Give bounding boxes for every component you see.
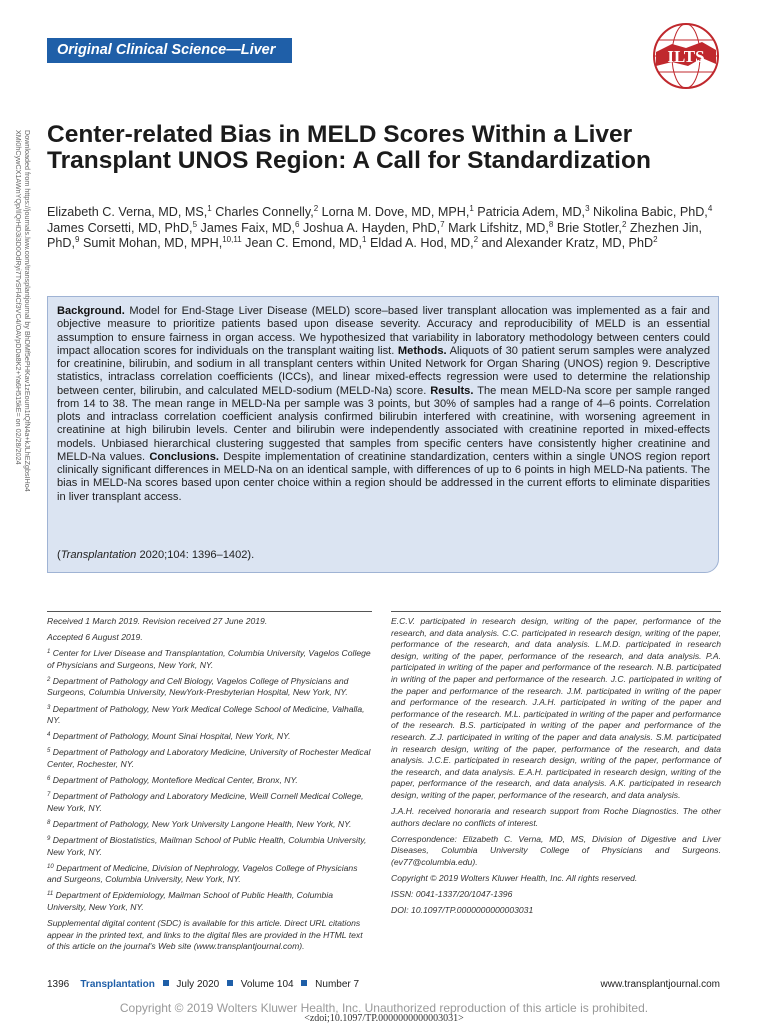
separator-square xyxy=(163,980,169,986)
background-text: Model for End-Stage Liver Disease (MELD) score–based liver transplant allocation was implemented as a fair and objective measure to prioritize patients based upon disease severity. Accuracy and reproducibility of MELD is an essential assumption to ensure fairness in organ access. We hypothesized that variability in laboratory methodology between centers could impact allocation scores for individuals on the transplant waiting list. xyxy=(57,305,710,357)
section-label: Original Clinical Science—Liver xyxy=(47,38,292,63)
methods-text: Aliquots of 30 patient serum samples were analyzed for creatinine, bilirubin, and sodium in all transplant centers within United Network for Organ Sharing (UNOS) region 9. Descriptive statistics, intraclass correlation coefficients (ICCs), and linear mixed-effects regression were used to determine the relationship between center, bilirubin, and calculated MELD-sodium (MELD-Na) score. xyxy=(57,344,710,397)
author-contributions: E.C.V. participated in research design, writing of the paper, performance of the research, and data analysis. C.C. participated in research design, writing of the paper, performance of the research, and data analysis. L.M.D. participated in research design, writing of the paper, performance of the research, and data analysis. P.A. participated in writing of the paper and performance of the research. N.B. participated in writing of the paper and performance of the research. J.C. participated in writing of the paper and performance of the research. J.M. participated in writing of the paper and performance of the research. J.A.H. participated in writing of the paper and performance of the research. M.L. participated in writing of the paper and performance of the research. B.S. participated in writing of the paper and performance of the research. Z.J. participated in writing of the paper and data analysis. S.M. participated in research design, writing of the paper, performance of the research, and data analysis. J.C.E. participated in research design, writing of the paper, performance of the research, and data analysis. E.A.H. participated in research design, writing of the paper, performance of the research, and data analysis. A.K. participated in research design, writing of the paper, performance of the research, and data analysis. xyxy=(391,616,721,800)
abstract-text xyxy=(57,305,710,504)
affiliation: $^2$ Department of Pathology and Cell Biology, Vagelos College of Physicians and Surgeons, Columbia University, NewYork-Presbyterian Hospital, New York, NY. xyxy=(47,675,349,698)
author: Joshua A. Hayden, PhD,$^7$ xyxy=(302,219,445,235)
page-number: 1396 xyxy=(47,979,70,990)
footnotes-left xyxy=(47,616,372,957)
affiliation: $^3$ Department of Pathology, New York Medical College School of Medicine, Valhalla, NY. xyxy=(47,703,365,726)
journal-name: Transplantation xyxy=(80,979,155,990)
received-dates: Received 1 March 2019. Revision received 27 June 2019. xyxy=(47,616,268,626)
ilts-logo xyxy=(652,22,720,90)
issn: ISSN: 0041-1337/20/1047-1396 xyxy=(391,889,513,900)
author: Brie Stotler,$^2$ xyxy=(556,219,627,235)
sdc-note: Supplemental digital content (SDC) is available for this article. Direct URL citations appear in the printed text, and links to the digital files are provided in the HTML text of this article on the journal's Web site (www.transplantjournal.com). xyxy=(47,917,363,952)
affiliation: $^8$ Department of Pathology, New York University Langone Health, New York, NY. xyxy=(47,818,352,829)
author: and Alexander Kratz, MD, PhD$^2$ xyxy=(481,235,658,250)
author: Patricia Adem, MD,$^3$ xyxy=(477,204,590,219)
issue-number: Number 7 xyxy=(315,979,360,990)
footnotes-right xyxy=(391,616,721,921)
doi-stamp: <zdoi;10.1097/TP.0000000000003031> xyxy=(304,1013,464,1024)
accepted-date: Accepted 6 August 2019. xyxy=(47,632,143,643)
author: Eldad A. Hod, MD,$^2$ xyxy=(370,235,479,250)
author: Zhezhen Jin, PhD,$^9$ xyxy=(47,220,702,250)
article-title: Center-related Bias in MELD Scores Within a Liver Transplant UNOS Region: A Call for Standardization xyxy=(47,121,651,174)
disclosure: J.A.H. received honoraria and research support from Roche Diagnostics. The other authors declare no conflicts of interest. xyxy=(391,806,721,828)
logo-text: ILTS xyxy=(667,47,705,66)
journal-website[interactable]: www.transplantjournal.com xyxy=(600,979,720,990)
author: Charles Connelly,$^2$ xyxy=(215,204,319,219)
affiliation: $^4$ Department of Pathology, Mount Sinai Hospital, New York, NY. xyxy=(47,731,291,742)
affiliation: $^9$ Department of Biostatistics, Mailman School of Public Health, Columbia University, New York, NY. xyxy=(47,834,367,857)
issue-date: July 2020 xyxy=(176,979,220,990)
abstract-citation: (Transplantation 2020;104: 1396–1402). xyxy=(57,549,255,561)
doi: DOI: 10.1097/TP.0000000000003031 xyxy=(391,905,534,916)
author: James Faix, MD,$^6$ xyxy=(200,219,300,235)
volume: Volume 104 xyxy=(240,979,294,990)
conclusions-label: Conclusions. xyxy=(149,450,219,463)
results-label: Results. xyxy=(430,384,474,397)
correspondence: Correspondence: Elizabeth C. Verna, MD, MS, Division of Digestive and Liver Diseases, Columbia University College of Physicians and Surgeons. (ev77@columbia.edu). xyxy=(391,833,721,867)
author: James Corsetti, MD, PhD,$^5$ xyxy=(47,219,198,235)
author: Lorna M. Dove, MD, MPH,$^1$ xyxy=(321,204,474,219)
left-footnote-rule xyxy=(47,611,372,612)
affiliation: $^1$ Center for Liver Disease and Transplantation, Columbia University, Vagelos College of Physicians and Surgeons, New York, NY. xyxy=(47,648,371,670)
author: Mark Lifshitz, MD,$^8$ xyxy=(448,219,554,235)
conclusions-text: Despite implementation of creatinine standardization, centers within a single UNOS region report clinically significant differences in MELD-Na on an identical sample, with differences of up to 6 points in high MELD-Na patients. The bias in MELD-Na scores based upon center choice within a region should be addressed in the current efforts to eliminate disparities in liver transplant access. xyxy=(57,450,710,503)
affiliation-list xyxy=(47,648,372,913)
affiliation: $^7$ Department of Pathology and Laboratory Medicine, Weill Cornell Medical College, New York, NY. xyxy=(47,791,364,813)
results-text: The mean MELD-Na score per sample ranged from 14 to 38. The mean range in MELD-Na per sample was 3 points, but 30% of samples had a range of 4–6 points. Correlation plots and intraclass correlation coefficient analysis confirmed bilirubin interfered with creatinine, with worsening agreement in creatinine at high bilirubin levels. Center and bilirubin were independently associated with creatinine reported in mixed-effects models. Unbiased hierarchical clustering suggested that samples from specific centers have consistently higher creatinine and MELD-Na values. xyxy=(57,384,710,463)
affiliation: $^5$ Department of Pathology and Laboratory Medicine, University of Rochester Medical Center, Rochester, NY. xyxy=(47,747,371,769)
affiliation: $^{11}$ Department of Epidemiology, Mailman School of Public Health, Columbia University, New York, NY. xyxy=(47,890,333,912)
affiliation: $^6$ Department of Pathology, Montefiore Medical Center, Bronx, NY. xyxy=(47,775,298,786)
background-label: Background. xyxy=(57,305,125,317)
copyright-notice: Copyright © 2019 Wolters Kluwer Health, Inc. Unauthorized reproduction of this article is prohibited. xyxy=(119,1001,649,1015)
methods-label: Methods. xyxy=(397,344,447,357)
copyright-line: Copyright © 2019 Wolters Kluwer Health, Inc. All rights reserved. xyxy=(391,872,638,883)
author: Jean C. Emond, MD,$^1$ xyxy=(245,235,367,250)
author: Nikolina Babic, PhD,$^4$ xyxy=(593,204,713,219)
affiliation: $^{10}$ Department of Medicine, Division of Nephrology, Vagelos College of Physicians and Surgeons, Columbia University, New York, NY. xyxy=(47,862,358,885)
author: Elizabeth C. Verna, MD, MS,$^1$ xyxy=(47,204,212,219)
page-footer xyxy=(47,979,359,990)
author-list xyxy=(47,205,727,252)
download-notice: Downloaded from https://journals.lww.com/transplantjournal by BhDMf5ePHKav1zEoum1tQfN4a+kJLhEZgbsIHo4 XMi0hCywCX1AWnYQp/IlQrHD3i3D0OdRyi7TvSFl4Cf3VC4/OAVpDDa8K2+Ya6H515kE= on 02/28/2024 xyxy=(14,130,32,492)
separator-square xyxy=(227,980,233,986)
right-footnote-rule xyxy=(391,611,721,612)
author: Sumit Mohan, MD, MPH,$^{10,11}$ xyxy=(82,235,242,250)
separator-square xyxy=(301,980,307,986)
